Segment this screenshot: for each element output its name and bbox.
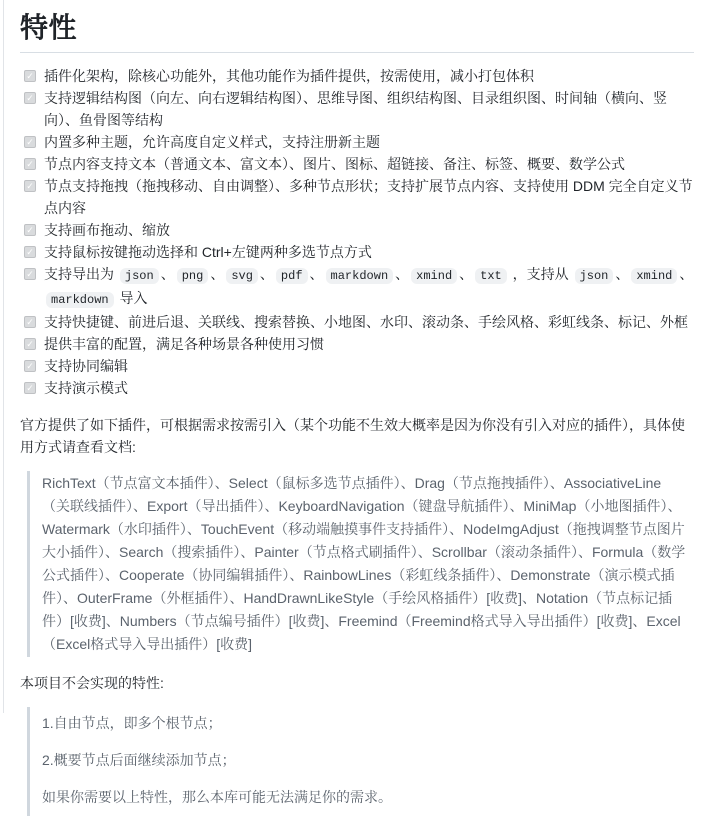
checklist-item — [20, 219, 694, 241]
checkbox-checked-icon: ✓ — [24, 268, 36, 280]
checklist-item — [20, 153, 694, 175]
not-implemented-item: 1.自由节点，即多个根节点； — [42, 715, 222, 731]
checklist-item-text: 支持协同编辑 — [44, 358, 128, 374]
checklist-item-text: 节点支持拖拽（拖拽移动、自由调整）、多种节点形状；支持扩展节点内容、支持使用 DDM 完全自定义节点内容 — [44, 178, 693, 216]
feature-checklist — [20, 65, 694, 399]
checkbox-checked-icon: ✓ — [24, 136, 36, 148]
checkbox-checked-icon: ✓ — [24, 338, 36, 350]
inline-code: xmind — [411, 268, 457, 284]
checkbox-checked-icon: ✓ — [24, 92, 36, 104]
checklist-item — [20, 131, 694, 153]
checkbox-checked-icon: ✓ — [24, 158, 36, 170]
checklist-item — [20, 241, 694, 263]
plugins-blockquote — [27, 471, 694, 657]
not-implemented-item: 2.概要节点后面继续添加节点； — [42, 752, 236, 768]
checkbox-checked-icon: ✓ — [24, 180, 36, 192]
checklist-item — [20, 377, 694, 399]
checklist-item — [20, 65, 694, 87]
page-title: 特性 — [20, 12, 694, 53]
checklist-item — [20, 355, 694, 377]
inline-code: png — [177, 268, 209, 284]
checkbox-checked-icon: ✓ — [24, 316, 36, 328]
checklist-item-text: 节点内容支持文本（普通文本、富文本）、图片、图标、超链接、备注、标签、概要、数学公式 — [44, 156, 625, 172]
checklist-item — [20, 263, 694, 311]
checklist-item-text: 支持快捷键、前进后退、关联线、搜索替换、小地图、水印、滚动条、手绘风格、彩虹线条、标记、外框 — [44, 314, 688, 330]
not-implemented-note: 如果你需要以上特性，那么本库可能无法满足你的需求。 — [42, 789, 392, 805]
checklist-item-text: 支持演示模式 — [44, 380, 128, 396]
checklist-item-text: 插件化架构，除核心功能外，其他功能作为插件提供，按需使用，减小打包体积 — [44, 68, 534, 84]
inline-code: markdown — [326, 268, 394, 284]
not-implemented-heading: 本项目不会实现的特性: — [20, 675, 164, 691]
inline-code: svg — [226, 268, 258, 284]
checkbox-checked-icon: ✓ — [24, 382, 36, 394]
inline-code: markdown — [46, 292, 114, 308]
checklist-item-text: 支持导出为 json 、 png 、 svg 、 pdf 、 markdown 、 xmind 、 txt ，支持从 json 、 xmind 、markdown 导入 — [44, 266, 694, 307]
checklist-item-text: 支持逻辑结构图（向左、向右逻辑结构图）、思维导图、组织结构图、目录组织图、时间轴（横向、竖向）、鱼骨图等结构 — [44, 90, 667, 128]
checklist-item-text: 提供丰富的配置，满足各种场景各种使用习惯 — [44, 336, 324, 352]
checklist-item-text: 支持鼠标按键拖动选择和 Ctrl+左键两种多选节点方式 — [44, 244, 372, 260]
checklist-item — [20, 175, 694, 219]
inline-code: json — [120, 268, 159, 284]
checklist-item-text: 内置多种主题，允许高度自定义样式，支持注册新主题 — [44, 134, 380, 150]
checkbox-checked-icon: ✓ — [24, 246, 36, 258]
checkbox-checked-icon: ✓ — [24, 70, 36, 82]
checklist-item — [20, 311, 694, 333]
checkbox-checked-icon: ✓ — [24, 224, 36, 236]
checklist-item-text: 支持画布拖动、缩放 — [44, 222, 170, 238]
container-left-border — [3, 0, 4, 713]
inline-code: xmind — [631, 268, 677, 284]
inline-code: txt — [475, 268, 507, 284]
inline-code: pdf — [276, 268, 308, 284]
plugins-list-text: RichText（节点富文本插件）、Select（鼠标多选节点插件）、Drag（节点拖拽插件）、AssociativeLine（关联线插件）、Export（导出插件）、KeyboardNavigation（键盘导航插件）、MiniMap（小地图插件）、Watermark（水印插件）、TouchEvent（移动端触摸事件支持插件）、NodeImgAdjust（拖拽调整节点图片大小插件）、Search（搜索插件）、Painter（节点格式刷插件）、Scrollbar（滚动条插件）、Formula（数学公式插件）、Cooperate（协同编辑插件）、RainbowLines（彩虹线条插件）、Demonstrate（演示模式插件）、OuterFrame（外框插件）、HandDrawnLikeStyle（手绘风格插件）[收费]、Notation（节点标记插件）[收费]、Numbers（节点编号插件）[收费]、Freemind（Freemind格式导入导出插件）[收费]、Excel（Excel格式导入导出插件）[收费] — [42, 475, 686, 652]
checkbox-checked-icon: ✓ — [24, 360, 36, 372]
checklist-item — [20, 333, 694, 355]
checklist-item — [20, 87, 694, 131]
plugins-intro: 官方提供了如下插件，可根据需求按需引入（某个功能不生效大概率是因为你没有引入对应的插件），具体使用方式请查看文档: — [20, 417, 685, 455]
not-implemented-blockquote — [27, 707, 694, 816]
inline-code: json — [575, 268, 614, 284]
